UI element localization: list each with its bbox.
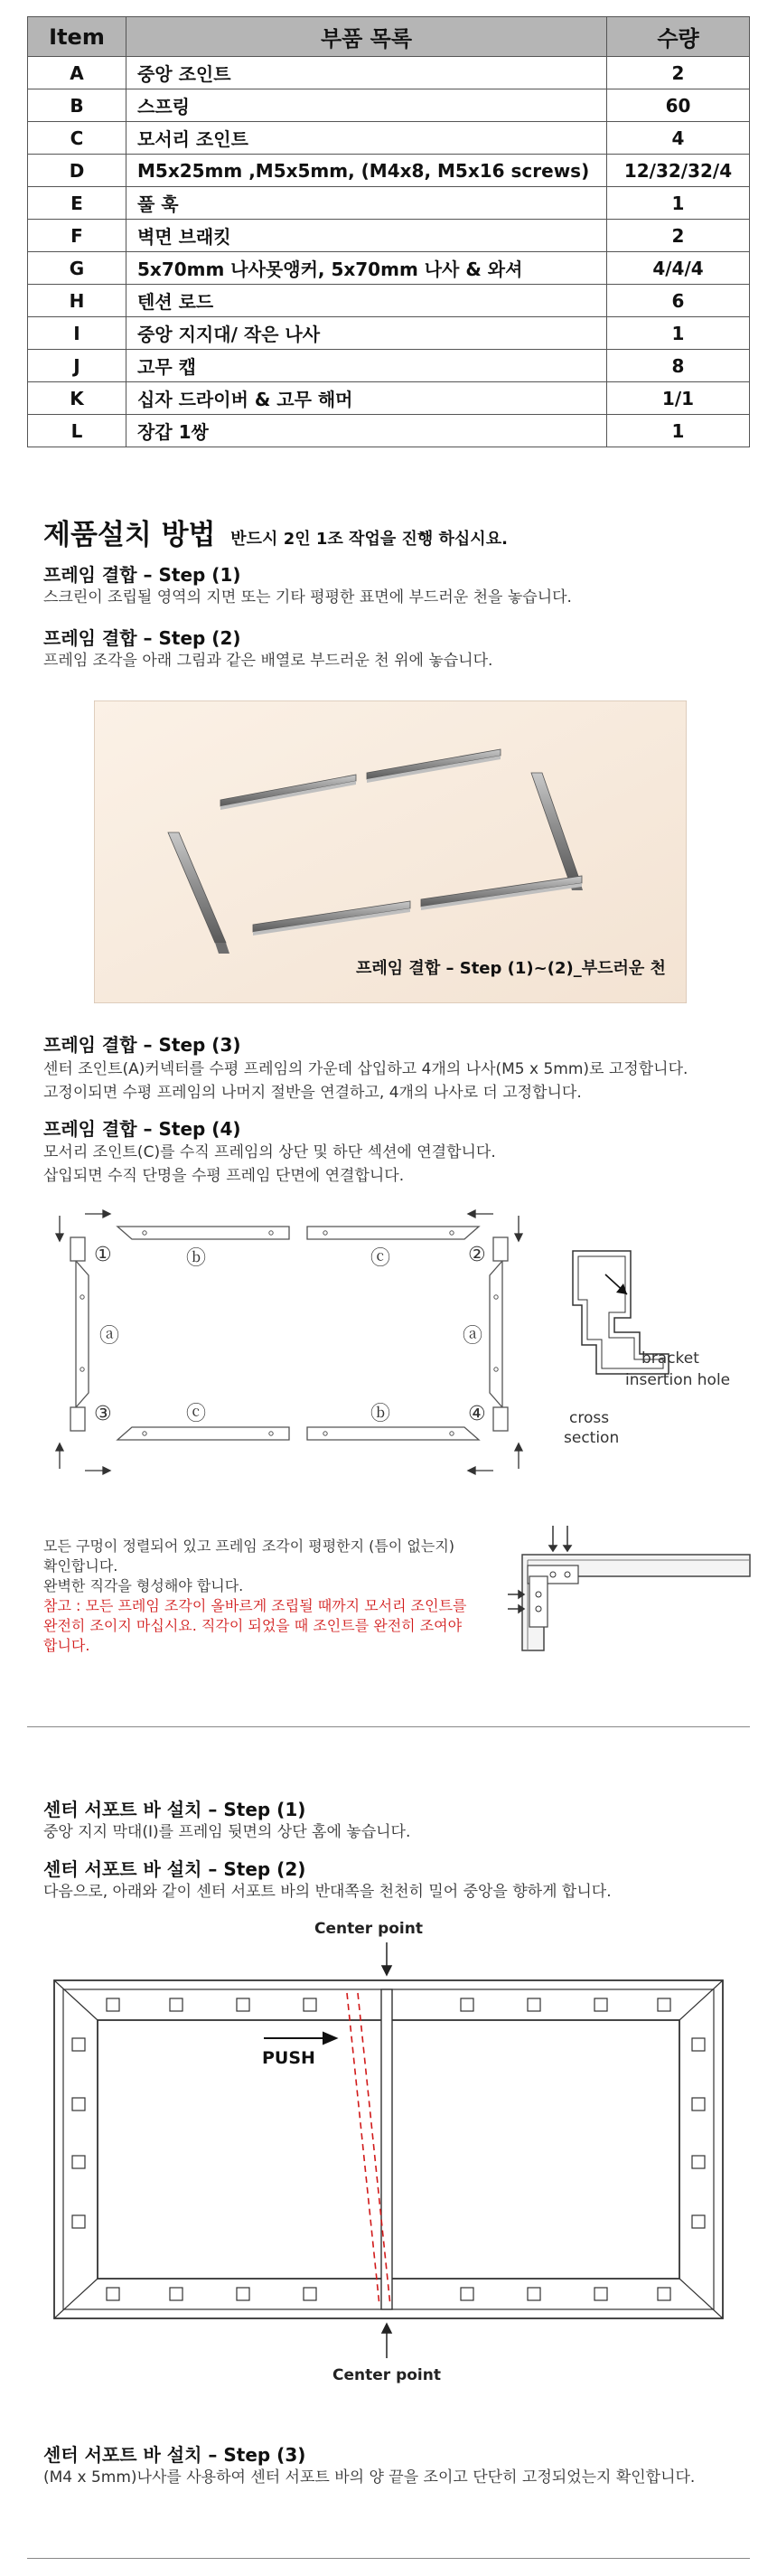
row-qty: 1/1 bbox=[607, 382, 750, 415]
center-support-bar bbox=[381, 1989, 392, 2309]
row-id: A bbox=[28, 57, 126, 89]
install-title-text: 제품설치 방법 bbox=[43, 519, 216, 551]
frame-step4-line1: 모서리 조인트(C)를 수직 프레임의 상단 및 하단 섹션에 연결합니다. bbox=[43, 1143, 496, 1161]
table-row bbox=[28, 89, 750, 122]
row-name: 중앙 조인트 bbox=[126, 57, 607, 89]
row-name: 장갑 1쌍 bbox=[126, 415, 607, 447]
push-label: PUSH bbox=[262, 2048, 315, 2068]
parts-table bbox=[27, 16, 750, 447]
center-step1-heading: 센터 서포트 바 설치 – Step (1) bbox=[43, 1799, 306, 1820]
frame-step3-line1: 센터 조인트(A)커넥터를 수평 프레임의 가운데 삽입하고 4개의 나사(M5 x 5mm)로 고정합니다. bbox=[43, 1060, 688, 1078]
frame-step1-text: 스크린이 조립될 영역의 지면 또는 기타 평평한 표면에 부드러운 천을 놓습니다. bbox=[43, 588, 572, 606]
center-step2-heading: 센터 서포트 바 설치 – Step (2) bbox=[43, 1858, 306, 1880]
row-id: I bbox=[28, 317, 126, 350]
table-row bbox=[28, 415, 750, 447]
row-id: B bbox=[28, 89, 126, 122]
check-line2: 확인합니다. bbox=[43, 1557, 118, 1575]
frame-step4-line2: 삽입되면 수직 단명을 수평 프레임 단면에 연결합니다. bbox=[43, 1167, 405, 1185]
check-line3: 완벽한 직각을 형성해야 합니다. bbox=[43, 1577, 244, 1594]
center-step2-text: 다음으로, 아래와 같이 센터 서포트 바의 반대쪽을 천천히 밀어 중앙을 향하게 합니다. bbox=[43, 1883, 612, 1901]
center-step3-text: (M4 x 5mm)나사를 사용하여 센터 서포트 바의 양 끝을 조이고 단단히 고정되었는지 확인합니다. bbox=[43, 2468, 696, 2487]
label-piece-a-right: ⓐ bbox=[463, 1325, 483, 1348]
corner-joint bbox=[493, 1407, 508, 1431]
arrow-down-icon bbox=[382, 1942, 391, 1975]
corner-joint-detail-vertical bbox=[529, 1576, 548, 1627]
label-corner-1: ① bbox=[94, 1244, 112, 1266]
center-step1-text: 중앙 지지 막대(I)를 프레임 뒷면의 상단 홈에 놓습니다. bbox=[43, 1823, 411, 1841]
row-qty: 6 bbox=[607, 285, 750, 317]
table-row bbox=[28, 285, 750, 317]
row-name: 십자 드라이버 & 고무 해머 bbox=[126, 382, 607, 415]
row-id: K bbox=[28, 382, 126, 415]
frame-step2-heading: 프레임 결합 – Step (2) bbox=[43, 627, 241, 649]
row-id: G bbox=[28, 252, 126, 285]
table-header-row bbox=[28, 17, 750, 57]
row-qty: 2 bbox=[607, 220, 750, 252]
frame-step1-heading: 프레임 결합 – Step (1) bbox=[43, 564, 241, 586]
header-quantity: 수량 bbox=[607, 17, 750, 57]
row-id: E bbox=[28, 187, 126, 220]
row-name: M5x25mm ,M5x5mm, (M4x8, M5x16 screws) bbox=[126, 155, 607, 187]
center-point-top-label: Center point bbox=[314, 1920, 423, 1938]
corner-joint bbox=[70, 1237, 85, 1261]
table-row bbox=[28, 155, 750, 187]
frame-piece-left bbox=[76, 1261, 89, 1407]
row-name: 텐션 로드 bbox=[126, 285, 607, 317]
table-row bbox=[28, 317, 750, 350]
label-corner-2: ② bbox=[468, 1244, 486, 1266]
table-row bbox=[28, 252, 750, 285]
warning-line1: 참고 : 모든 프레임 조각이 올바르게 조립될 때까지 모서리 조인트를 bbox=[43, 1597, 467, 1614]
row-name: 고무 캡 bbox=[126, 350, 607, 382]
table-row bbox=[28, 57, 750, 89]
label-corner-4: ④ bbox=[468, 1403, 486, 1425]
header-item: Item bbox=[28, 17, 126, 57]
row-id: H bbox=[28, 285, 126, 317]
label-piece-b-bottom: ⓑ bbox=[370, 1403, 391, 1425]
warning-line3: 합니다. bbox=[43, 1637, 90, 1654]
row-id: L bbox=[28, 415, 126, 447]
label-corner-3: ③ bbox=[94, 1403, 112, 1425]
center-step3-heading: 센터 서포트 바 설치 – Step (3) bbox=[43, 2444, 306, 2466]
row-qty: 12/32/32/4 bbox=[607, 155, 750, 187]
cross-label-section: section bbox=[564, 1429, 620, 1447]
frame-assembly-figure bbox=[54, 1207, 524, 1478]
install-title bbox=[43, 512, 508, 552]
cross-label-cross: cross bbox=[569, 1409, 610, 1427]
center-bar-figure bbox=[36, 1912, 741, 2418]
frame-step3-line2: 고정이되면 수평 프레임의 나머지 절반을 연결하고, 4개의 나사로 더 고정합니다. bbox=[43, 1084, 582, 1102]
center-point-bottom-label: Center point bbox=[332, 2366, 441, 2384]
label-piece-b-top: ⓑ bbox=[186, 1247, 207, 1270]
row-name: 중앙 지지대/ 작은 나사 bbox=[126, 317, 607, 350]
corner-detail-figure bbox=[506, 1518, 759, 1654]
row-qty: 8 bbox=[607, 350, 750, 382]
row-id: C bbox=[28, 122, 126, 155]
frame-step4-heading: 프레임 결합 – Step (4) bbox=[43, 1118, 241, 1140]
row-qty: 4 bbox=[607, 122, 750, 155]
row-qty: 1 bbox=[607, 187, 750, 220]
frame-figure-caption: 프레임 결합 – Step (1)~(2)_부드러운 천 bbox=[356, 959, 666, 978]
frame-piece-top-left bbox=[117, 1227, 289, 1239]
header-parts-list: 부품 목록 bbox=[126, 17, 607, 57]
corner-joint bbox=[70, 1407, 85, 1431]
frame-piece-top-right bbox=[307, 1227, 479, 1239]
row-qty: 2 bbox=[607, 57, 750, 89]
frame-step2-text: 프레임 조각을 아래 그림과 같은 배열로 부드러운 천 위에 놓습니다. bbox=[43, 652, 493, 670]
frame-piece-bottom-right bbox=[307, 1427, 479, 1440]
check-line1: 모든 구멍이 정렬되어 있고 프레임 조각이 평평한지 (틈이 없는지) bbox=[43, 1537, 455, 1555]
row-id: J bbox=[28, 350, 126, 382]
row-qty: 60 bbox=[607, 89, 750, 122]
table-row bbox=[28, 122, 750, 155]
bottom-divider bbox=[27, 2558, 750, 2559]
arrow-up-icon bbox=[382, 2324, 391, 2358]
row-id: D bbox=[28, 155, 126, 187]
label-piece-c-bottom: ⓒ bbox=[186, 1403, 207, 1425]
table-row bbox=[28, 350, 750, 382]
row-id: F bbox=[28, 220, 126, 252]
row-qty: 4/4/4 bbox=[607, 252, 750, 285]
table-row bbox=[28, 220, 750, 252]
corner-joint bbox=[493, 1237, 508, 1261]
table-row bbox=[28, 187, 750, 220]
cross-label-bracket: bracket bbox=[641, 1349, 699, 1368]
table-row bbox=[28, 382, 750, 415]
frame-piece-right bbox=[490, 1261, 502, 1407]
frame-step3-heading: 프레임 결합 – Step (3) bbox=[43, 1034, 241, 1056]
row-name: 모서리 조인트 bbox=[126, 122, 607, 155]
section-divider bbox=[27, 1726, 750, 1727]
row-qty: 1 bbox=[607, 415, 750, 447]
row-name: 풀 훅 bbox=[126, 187, 607, 220]
row-name: 5x70mm 나사못앵커, 5x70mm 나사 & 와셔 bbox=[126, 252, 607, 285]
frame-layout-figure bbox=[94, 700, 687, 1003]
label-piece-c-top: ⓒ bbox=[370, 1247, 391, 1270]
label-piece-a-left: ⓐ bbox=[99, 1325, 120, 1348]
cross-label-insertion-hole: insertion hole bbox=[625, 1371, 731, 1389]
frame-piece-bottom-left bbox=[117, 1427, 289, 1440]
install-note: 반드시 2인 1조 작업을 진행 하십시요. bbox=[230, 530, 508, 549]
row-qty: 1 bbox=[607, 317, 750, 350]
warning-line2: 완전히 조이지 마십시요. 직각이 되었을 때 조인트를 완전히 조여야 bbox=[43, 1617, 463, 1634]
row-name: 벽면 브래킷 bbox=[126, 220, 607, 252]
row-name: 스프링 bbox=[126, 89, 607, 122]
cross-section-figure bbox=[560, 1238, 759, 1473]
